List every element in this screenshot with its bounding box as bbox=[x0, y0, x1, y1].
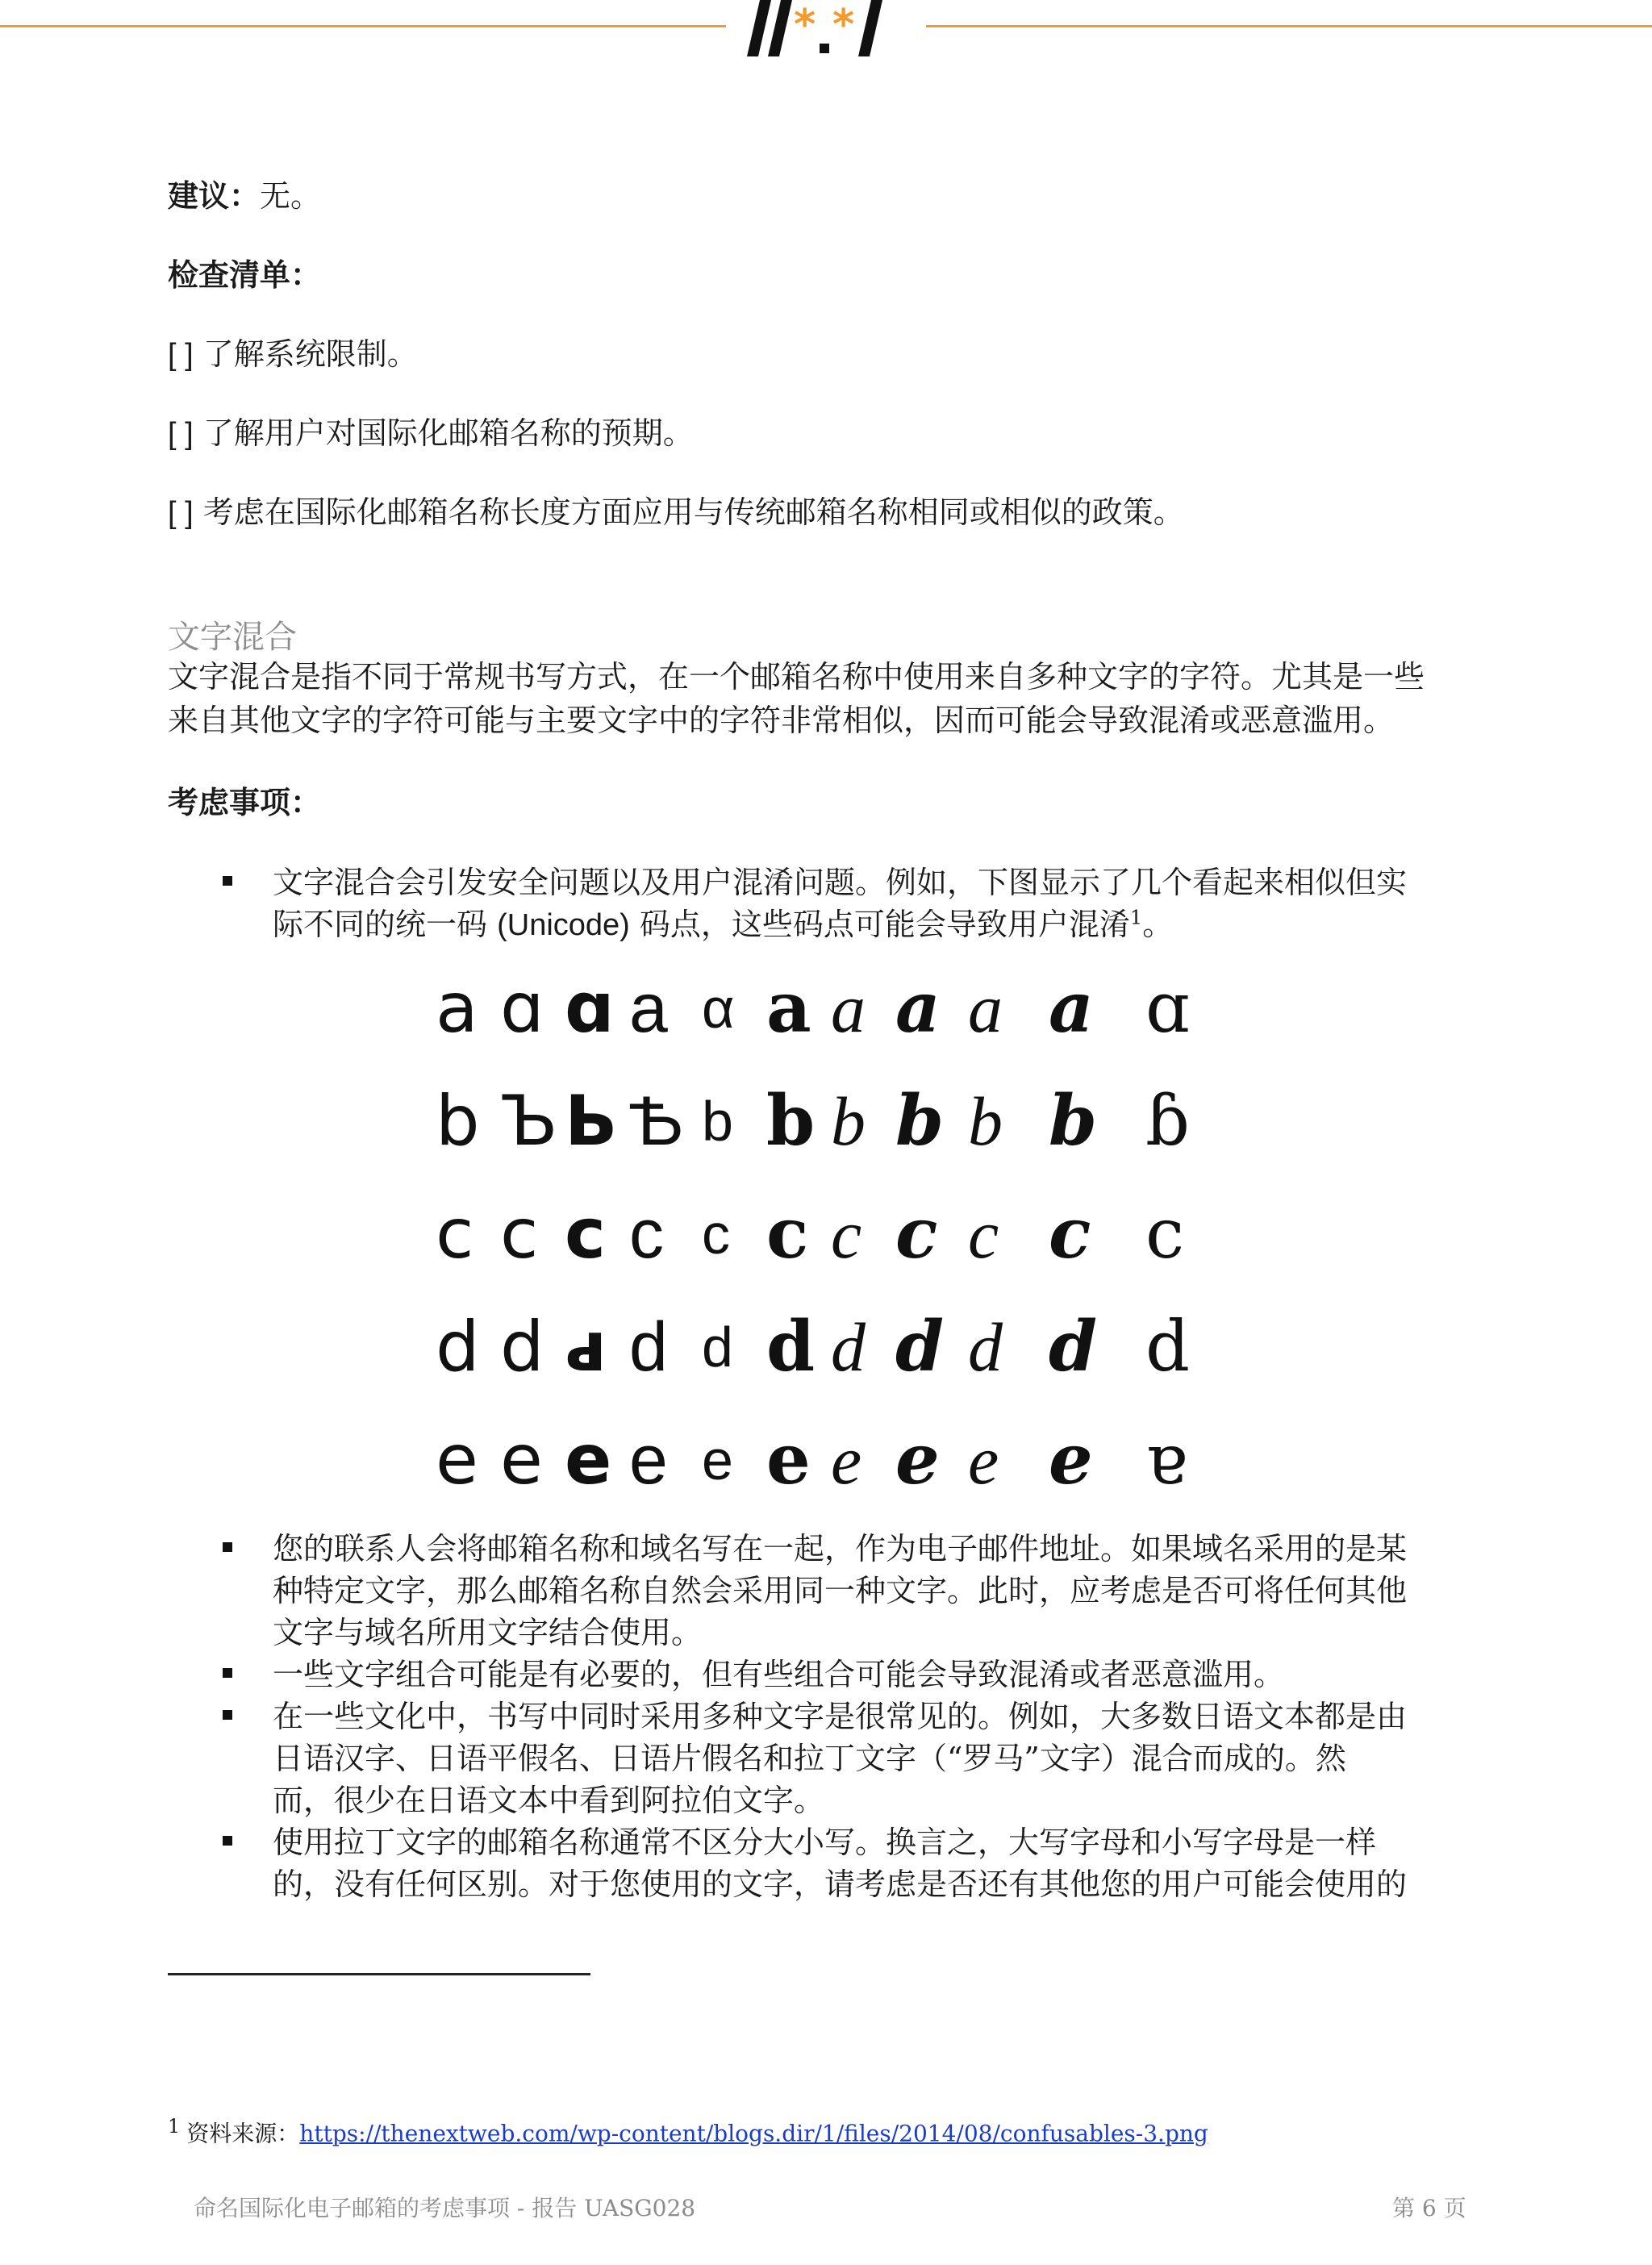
intro-line: 来自其他文字的字符可能与主要文字中的字符非常相似，因而可能会导致混淆或恶意滥用。 bbox=[168, 703, 1395, 738]
glyph: d bbox=[500, 1307, 544, 1387]
glyph: d bbox=[436, 1307, 480, 1387]
glyph: c bbox=[1145, 1194, 1185, 1274]
glyph: a bbox=[436, 968, 478, 1049]
bullet-line: 文字混合会引发安全问题以及用户混淆问题。例如，下图显示了几个看起来相似但实 bbox=[273, 865, 1408, 900]
glyph: Ѣ bbox=[629, 1082, 683, 1160]
glyph: b bbox=[702, 1090, 733, 1153]
glyph: ɑ bbox=[500, 968, 544, 1049]
checklist-title: 检查清单： bbox=[168, 257, 322, 293]
bullet-line: 的，没有任何区别。对于您使用的文字，请考虑是否还有其他您的用户可能会使用的 bbox=[273, 1867, 1408, 1902]
glyph: c bbox=[702, 1203, 730, 1266]
glyph: c bbox=[1049, 1193, 1091, 1274]
glyph: b bbox=[895, 1080, 945, 1162]
glyph: ԁ bbox=[565, 1307, 607, 1387]
logo-icon bbox=[736, 0, 920, 58]
glyph: e bbox=[629, 1421, 668, 1499]
checkbox-icon[interactable]: [ ] bbox=[168, 417, 194, 451]
glyph: d bbox=[629, 1308, 668, 1386]
checkbox-icon[interactable]: [ ] bbox=[168, 496, 194, 530]
glyph: c bbox=[500, 1194, 539, 1274]
glyph: c bbox=[436, 1194, 474, 1274]
glyph: ɑ bbox=[1145, 968, 1191, 1049]
glyph: ɓ bbox=[1145, 1081, 1191, 1162]
glyph: a bbox=[895, 967, 941, 1049]
checklist-item: [ ] 考虑在国际化邮箱名称长度方面应用与传统邮箱名称相同或相似的政策。 bbox=[168, 494, 1184, 530]
glyph: ɐ bbox=[1145, 1420, 1187, 1500]
intro-line: 文字混合是指不同于常规书写方式，在一个邮箱名称中使用来自多种文字的字符。尤其是一些 bbox=[168, 659, 1425, 695]
glyph: a bbox=[629, 970, 668, 1047]
footnote-number: 1 bbox=[168, 2115, 181, 2138]
glyph: b bbox=[968, 1082, 1003, 1160]
recommendation-label: 建议： bbox=[168, 177, 261, 214]
glyph: e bbox=[895, 1419, 940, 1500]
bullet-line: 而，很少在日语文本中看到阿拉伯文字。 bbox=[273, 1783, 825, 1818]
bullet-icon bbox=[223, 1710, 232, 1720]
glyph: b bbox=[1049, 1080, 1098, 1162]
bullet-line: 使用拉丁文字的邮箱名称通常不区分大小写。换言之，大写字母和小写字母是一样 bbox=[273, 1825, 1377, 1860]
glyph: e bbox=[500, 1420, 543, 1500]
bullet-line: 一些文字组合可能是有必要的，但有些组合可能会导致混淆或者恶意滥用。 bbox=[273, 1657, 1285, 1692]
bullet-icon bbox=[223, 1542, 232, 1552]
glyph: e bbox=[831, 1421, 862, 1499]
glyph: d bbox=[968, 1308, 1003, 1386]
footnote-ref[interactable]: 1 bbox=[1129, 906, 1143, 929]
recommendation bbox=[168, 174, 321, 218]
footnote-label: 资料来源： bbox=[186, 2120, 300, 2147]
footnote-divider bbox=[168, 1973, 590, 1975]
glyph: ϲ bbox=[629, 1195, 664, 1273]
bullet-line: 在一些文化中，书写中同时采用多种文字是很常见的。例如，大多数日语文本都是由 bbox=[273, 1699, 1408, 1734]
footnote bbox=[168, 2115, 1208, 2148]
glyph: e bbox=[968, 1421, 999, 1499]
glyph: b bbox=[831, 1082, 866, 1160]
bullet-icon bbox=[223, 1836, 232, 1846]
svg-text:*: * bbox=[832, 1, 855, 49]
glyph: Ь bbox=[565, 1081, 618, 1162]
bullet-line: 种特定文字，那么邮箱名称自然会采用同一种文字。此时，应考虑是否可将任何其他 bbox=[273, 1573, 1408, 1608]
bullet-icon bbox=[223, 876, 232, 886]
glyph: c bbox=[766, 1193, 809, 1274]
checklist-item: [ ] 了解用户对国际化邮箱名称的预期。 bbox=[168, 415, 694, 451]
bullet-line: 日语汉字、日语平假名、日语片假名和拉丁文字（“罗马”文字）混合而成的。然 bbox=[273, 1741, 1346, 1776]
glyph: d bbox=[1145, 1307, 1191, 1387]
glyph: е bbox=[565, 1420, 612, 1500]
header-rule-left bbox=[0, 25, 726, 27]
footnote-link[interactable]: https://thenextweb.com/wp-content/blogs.dir/1/files/2014/08/confusables-3.png bbox=[299, 2120, 1208, 2147]
glyph: d bbox=[1049, 1306, 1098, 1387]
glyph: c bbox=[968, 1195, 999, 1273]
glyph: d bbox=[831, 1308, 866, 1386]
glyph: e bbox=[766, 1419, 811, 1500]
glyph: a bbox=[1049, 967, 1094, 1049]
page-number: 第 6 页 bbox=[1392, 2195, 1466, 2221]
glyph: a bbox=[968, 970, 1003, 1047]
glyph: d bbox=[702, 1316, 733, 1379]
glyph: b bbox=[766, 1080, 816, 1162]
glyph: e bbox=[702, 1429, 733, 1491]
glyph: d bbox=[895, 1306, 945, 1387]
glyph: d bbox=[766, 1306, 816, 1387]
glyph: e bbox=[436, 1420, 478, 1500]
glyph: c bbox=[895, 1193, 938, 1274]
glyph: α bbox=[702, 977, 735, 1040]
bullet-line: 文字与域名所用文字结合使用。 bbox=[273, 1615, 703, 1650]
glyph: a bbox=[831, 970, 866, 1047]
glyph: e bbox=[1049, 1419, 1093, 1500]
bullet-line: 您的联系人会将邮箱名称和域名写在一起，作为电子邮件地址。如果域名采用的是某 bbox=[273, 1531, 1408, 1566]
glyph: Ъ bbox=[500, 1081, 558, 1162]
footer-title: 命名国际化电子邮箱的考虑事项 - 报告 UASG028 bbox=[194, 2195, 696, 2221]
recommendation-text: 无。 bbox=[260, 178, 322, 214]
header-rule-right bbox=[926, 25, 1652, 27]
section-title: 文字混合 bbox=[168, 619, 297, 656]
glyph: c bbox=[831, 1195, 862, 1273]
glyph: ɑ bbox=[565, 968, 615, 1049]
glyph: b bbox=[436, 1081, 480, 1162]
bullet-line: 际不同的统一码 (Unicode) 码点，这些码点可能会导致用户混淆$^1$。 bbox=[273, 906, 1174, 942]
glyph: a bbox=[766, 967, 811, 1049]
checkbox-icon[interactable]: [ ] bbox=[168, 338, 194, 372]
considerations-title: 考虑事项： bbox=[168, 784, 322, 820]
checklist-item: [ ] 了解系统限制。 bbox=[168, 336, 418, 372]
bullet-icon bbox=[223, 1668, 232, 1678]
glyph: с bbox=[565, 1194, 606, 1274]
svg-text:*: * bbox=[794, 1, 816, 49]
